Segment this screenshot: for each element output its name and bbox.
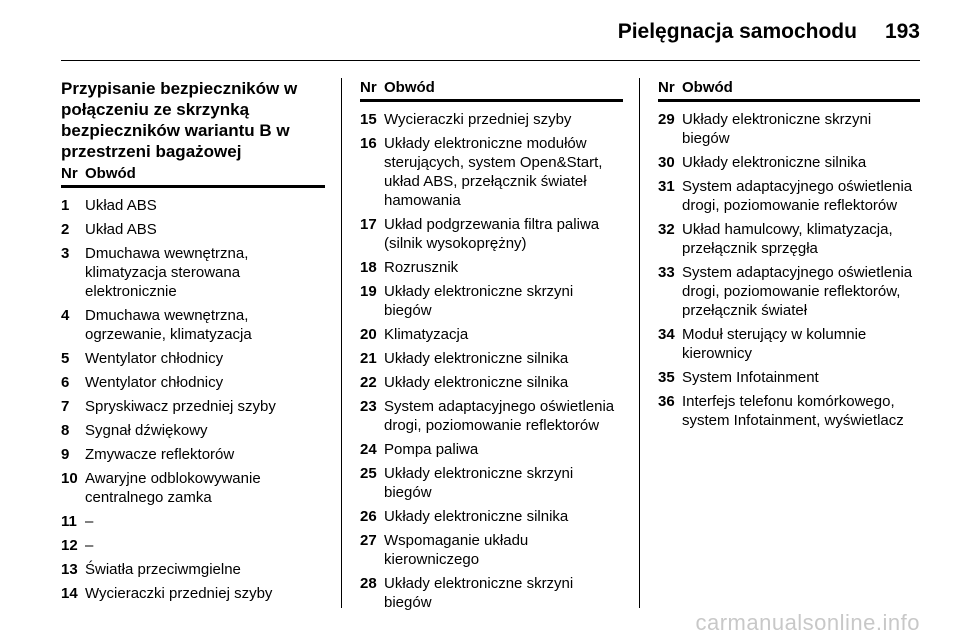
column-header-nr: Nr — [61, 165, 78, 182]
fuse-row — [658, 392, 920, 430]
fuse-circuit: System adaptacyjnego oświetlenia drogi, poziomowanie reflektorów, przełącznik świateł — [682, 264, 913, 319]
fuse-row — [61, 512, 325, 531]
fuse-row — [360, 258, 623, 277]
fuse-number: 31 — [658, 178, 675, 195]
fuse-number: 11 — [61, 513, 77, 530]
fuse-row — [360, 464, 623, 502]
fuse-row — [61, 445, 325, 464]
column-header-circuit: Obwód — [85, 165, 136, 182]
fuse-row — [61, 306, 325, 344]
fuse-circuit: Dmuchawa wewnętrzna, klimatyzacja sterowana elektronicznie — [85, 245, 249, 300]
fuse-row — [61, 349, 325, 368]
fuse-circuit: System Infotainment — [682, 369, 819, 386]
fuse-circuit: – — [85, 537, 94, 554]
fuse-row — [61, 244, 325, 301]
fuse-row — [61, 196, 325, 215]
fuse-number: 4 — [61, 307, 70, 324]
fuse-circuit: Wentylator chłodnicy — [85, 350, 224, 367]
fuse-circuit: Układ ABS — [85, 221, 157, 238]
fuse-row — [658, 325, 920, 363]
fuse-number: 1 — [61, 197, 70, 214]
fuse-row — [360, 215, 623, 253]
fuse-circuit: Układy elektroniczne silnika — [384, 350, 569, 367]
page-title: Pielęgnacja samochodu — [617, 20, 857, 43]
fuse-circuit: Układy elektroniczne skrzyni biegów — [384, 575, 574, 611]
fuse-circuit: System adaptacyjnego oświetlenia drogi, poziomowanie reflektorów — [682, 178, 913, 214]
page-header — [618, 12, 920, 52]
fuse-row — [360, 574, 623, 612]
fuse-column-2 — [360, 78, 623, 617]
fuse-circuit: Wycieraczki przedniej szyby — [85, 585, 273, 602]
fuse-circuit: Spryskiwacz przedniej szyby — [85, 398, 276, 415]
fuse-row — [61, 397, 325, 416]
fuse-row — [658, 177, 920, 215]
fuse-circuit: – — [85, 513, 94, 530]
fuse-number: 14 — [61, 585, 78, 602]
fuse-number: 29 — [658, 111, 675, 128]
fuse-circuit: Układy elektroniczne silnika — [384, 508, 569, 525]
fuse-circuit: Klimatyzacja — [384, 326, 469, 343]
column-header-nr: Nr — [360, 79, 377, 96]
fuse-circuit: Interfejs telefonu komórkowego, system Infotainment, wyświetlacz — [682, 393, 904, 429]
fuse-circuit: System adaptacyjnego oświetlenia drogi, poziomowanie reflektorów — [384, 398, 615, 434]
column-header-circuit: Obwód — [682, 79, 733, 96]
fuse-circuit: Układy elektroniczne modułów sterujących, system Open&Start, układ ABS, przełącznik świateł hamowania — [384, 135, 603, 209]
fuse-circuit: Rozrusznik — [384, 259, 459, 276]
column-header-circuit: Obwód — [384, 79, 435, 96]
fuse-circuit: Układ ABS — [85, 197, 157, 214]
fuse-circuit: Awaryjne odblokowywanie centralnego zamka — [85, 470, 261, 506]
fuse-row — [61, 220, 325, 239]
fuse-row — [360, 325, 623, 344]
fuse-row — [61, 469, 325, 507]
fuse-number: 8 — [61, 422, 70, 439]
fuse-number: 9 — [61, 446, 70, 463]
fuse-number: 18 — [360, 259, 377, 276]
fuse-row — [61, 536, 325, 555]
fuse-number: 21 — [360, 350, 377, 367]
fuse-row — [658, 220, 920, 258]
page-number: 193 — [884, 20, 920, 43]
fuse-circuit: Układy elektroniczne skrzyni biegów — [384, 465, 574, 501]
fuse-number: 36 — [658, 393, 675, 410]
fuse-circuit: Układy elektroniczne skrzyni biegów — [384, 283, 574, 319]
fuse-circuit: Światła przeciwmgielne — [85, 561, 241, 578]
fuse-number: 16 — [360, 135, 377, 152]
fuse-row — [658, 263, 920, 320]
fuse-number: 2 — [61, 221, 70, 238]
fuse-row — [360, 282, 623, 320]
fuse-row — [360, 373, 623, 392]
fuse-number: 35 — [658, 369, 675, 386]
fuse-row — [360, 531, 623, 569]
fuse-circuit: Układ hamulcowy, klimatyzacja, przełącznik sprzęgła — [682, 221, 893, 257]
fuse-circuit: Układy elektroniczne silnika — [384, 374, 569, 391]
fuse-number: 26 — [360, 508, 377, 525]
fuse-row — [360, 110, 623, 129]
fuse-number: 5 — [61, 350, 70, 367]
column-divider — [639, 78, 640, 608]
fuse-column-1 — [61, 164, 325, 608]
fuse-number: 12 — [61, 537, 78, 554]
column-header — [360, 78, 623, 102]
fuse-row — [658, 368, 920, 387]
column-divider — [341, 78, 342, 608]
fuse-circuit: Zmywacze reflektorów — [85, 446, 235, 463]
fuse-circuit: Pompa paliwa — [384, 441, 479, 458]
fuse-row — [61, 560, 325, 579]
fuse-number: 33 — [658, 264, 675, 281]
fuse-number: 3 — [61, 245, 70, 262]
fuse-row — [658, 153, 920, 172]
fuse-number: 6 — [61, 374, 70, 391]
fuse-number: 25 — [360, 465, 377, 482]
fuse-number: 23 — [360, 398, 377, 415]
fuse-number: 22 — [360, 374, 377, 391]
section-title: Przypisanie bezpieczników w połączeniu ze skrzynką bezpieczników wariantu B w przestrzeni bagażowej — [61, 79, 298, 161]
fuse-number: 24 — [360, 441, 377, 458]
header-rule — [61, 60, 920, 61]
fuse-number: 30 — [658, 154, 675, 171]
fuse-number: 27 — [360, 532, 377, 549]
fuse-circuit: Układ podgrzewania filtra paliwa (silnik wysokoprężny) — [384, 216, 600, 252]
fuse-column-3 — [658, 78, 920, 435]
fuse-number: 7 — [61, 398, 70, 415]
fuse-circuit: Moduł sterujący w kolumnie kierownicy — [682, 326, 867, 362]
fuse-number: 20 — [360, 326, 377, 343]
column-header-nr: Nr — [658, 79, 675, 96]
fuse-row — [360, 440, 623, 459]
fuse-number: 32 — [658, 221, 675, 238]
fuse-circuit: Wycieraczki przedniej szyby — [384, 111, 572, 128]
fuse-circuit: Wspomaganie układu kierowniczego — [384, 532, 529, 568]
fuse-number: 34 — [658, 326, 675, 343]
column-header — [658, 78, 920, 102]
fuse-row — [61, 584, 325, 603]
fuse-number: 19 — [360, 283, 377, 300]
fuse-row — [360, 134, 623, 210]
fuse-circuit: Układy elektroniczne silnika — [682, 154, 867, 171]
fuse-row — [360, 397, 623, 435]
fuse-circuit: Sygnał dźwiękowy — [85, 422, 208, 439]
fuse-number: 17 — [360, 216, 377, 233]
fuse-circuit: Układy elektroniczne skrzyni biegów — [682, 111, 872, 147]
fuse-circuit: Dmuchawa wewnętrzna, ogrzewanie, klimatyzacja — [85, 307, 252, 343]
fuse-row — [658, 110, 920, 148]
fuse-row — [61, 421, 325, 440]
watermark: carmanualsonline.info — [695, 610, 920, 635]
fuse-row — [360, 507, 623, 526]
fuse-number: 28 — [360, 575, 377, 592]
fuse-row — [360, 349, 623, 368]
fuse-number: 13 — [61, 561, 78, 578]
column-header — [61, 164, 325, 188]
fuse-number: 15 — [360, 111, 377, 128]
fuse-number: 10 — [61, 470, 78, 487]
fuse-circuit: Wentylator chłodnicy — [85, 374, 224, 391]
fuse-row — [61, 373, 325, 392]
